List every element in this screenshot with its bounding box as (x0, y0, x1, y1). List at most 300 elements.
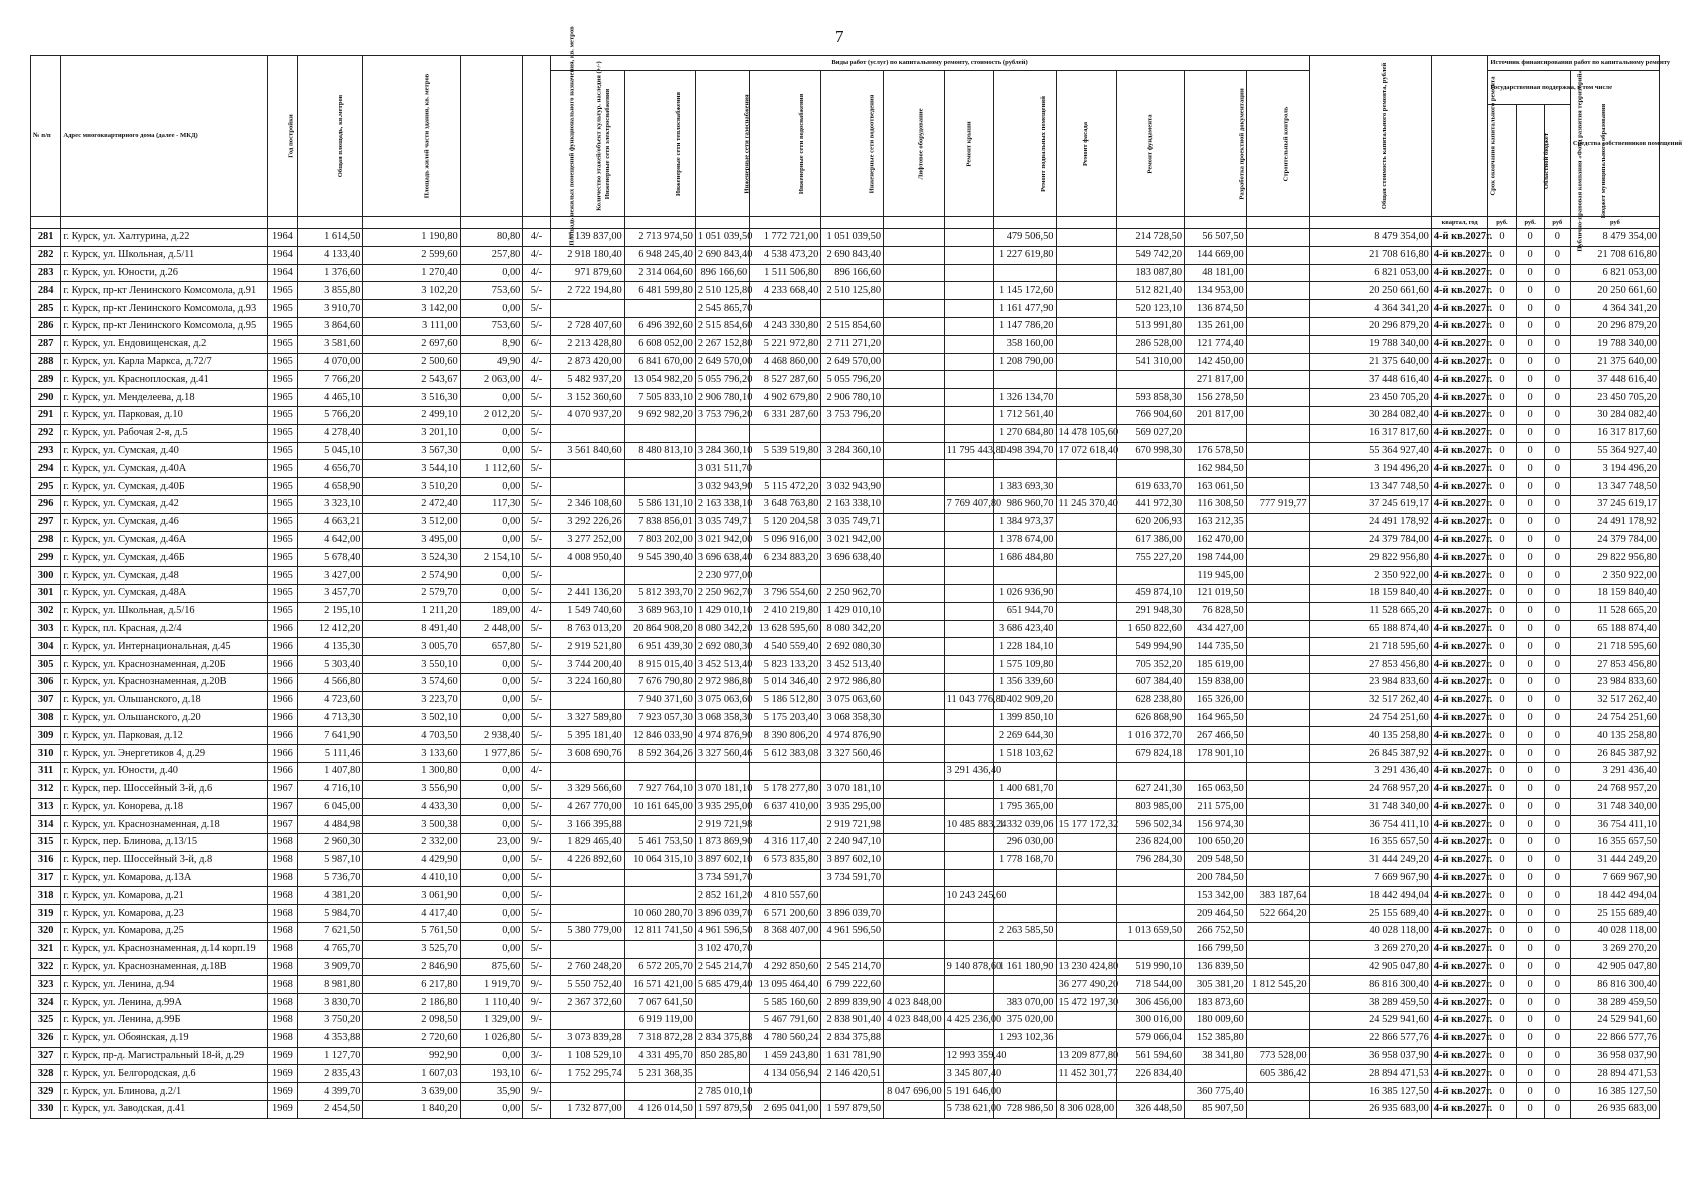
row-facade (1056, 602, 1117, 620)
row-total-area: 5 111,46 (297, 745, 363, 763)
row-roof: 10 243 245,60 (944, 887, 993, 905)
row-water: 4 134 056,94 (750, 1065, 821, 1083)
row-address: г. Курск, ул. Халтурина, д.22 (61, 229, 268, 247)
row-facade: 11 245 370,40 (1056, 495, 1117, 513)
row-lift (884, 869, 945, 887)
row-total-area: 7 621,50 (297, 923, 363, 941)
row-municipal: 0 (1544, 709, 1570, 727)
row-gas: 2 692 080,30 (695, 638, 749, 656)
row-roof (944, 834, 993, 852)
row-number: 311 (31, 762, 61, 780)
row-period: 4-й кв.2027г. (1431, 709, 1487, 727)
row-total-area: 2 835,43 (297, 1065, 363, 1083)
row-total-cost: 11 528 665,20 (1309, 602, 1431, 620)
row-facade: 36 277 490,20 (1056, 976, 1117, 994)
row-fund: 0 (1488, 317, 1516, 335)
row-foundation: 214 728,50 (1117, 229, 1185, 247)
row-basement (993, 371, 1056, 389)
col-total-cost-header: Общая стоимость капитального ремонта, рублей (1309, 56, 1431, 217)
table-row (31, 1065, 1660, 1083)
row-water: 4 810 557,60 (750, 887, 821, 905)
row-municipal: 0 (1544, 602, 1570, 620)
row-period: 4-й кв.2027г. (1431, 282, 1487, 300)
row-sewer: 2 711 271,20 (821, 335, 884, 353)
row-total-cost: 16 385 127,50 (1309, 1083, 1431, 1101)
row-fund: 0 (1488, 584, 1516, 602)
row-number: 321 (31, 940, 61, 958)
row-facade (1056, 406, 1117, 424)
row-basement (993, 460, 1056, 478)
row-lift (884, 620, 945, 638)
row-year: 1965 (268, 460, 297, 478)
row-facade (1056, 531, 1117, 549)
table-row (31, 762, 1660, 780)
row-basement: 1 383 693,30 (993, 478, 1056, 496)
row-gas: 4 961 596,50 (695, 923, 749, 941)
row-address: г. Курск, ул. Сумская, д.40 (61, 442, 268, 460)
row-water: 13 095 464,40 (750, 976, 821, 994)
row-number: 307 (31, 691, 61, 709)
row-period: 4-й кв.2027г. (1431, 406, 1487, 424)
row-municipal: 0 (1544, 780, 1570, 798)
row-owners: 3 194 496,20 (1570, 460, 1659, 478)
row-fund: 0 (1488, 389, 1516, 407)
row-number: 299 (31, 549, 61, 567)
row-number: 288 (31, 353, 61, 371)
row-functional-area: 1 919,70 (460, 976, 523, 994)
row-roof (944, 1029, 993, 1047)
row-electric (550, 940, 624, 958)
row-foundation: 1 016 372,70 (1117, 727, 1185, 745)
row-foundation: 796 284,30 (1117, 851, 1185, 869)
row-foundation (1117, 905, 1185, 923)
row-floors: 6/- (523, 1065, 550, 1083)
row-owners: 13 347 748,50 (1570, 478, 1659, 496)
row-heat: 6 919 119,00 (624, 1012, 695, 1030)
row-facade: 17 072 618,40 (1056, 442, 1117, 460)
col-functional-area-header: Площадь нежилых помещений функционального назначения, кв. метров (460, 56, 523, 217)
row-facade (1056, 282, 1117, 300)
row-design: 271 817,00 (1185, 371, 1247, 389)
row-total-area: 3 581,60 (297, 335, 363, 353)
row-total-area: 3 457,70 (297, 584, 363, 602)
row-electric (550, 1012, 624, 1030)
row-design: 156 278,50 (1185, 389, 1247, 407)
row-gas: 1 051 039,50 (695, 229, 749, 247)
row-period: 4-й кв.2027г. (1431, 531, 1487, 549)
row-gas (695, 424, 749, 442)
row-sewer: 2 899 839,90 (821, 994, 884, 1012)
row-basement: 1 712 561,40 (993, 406, 1056, 424)
row-period: 4-й кв.2027г. (1431, 673, 1487, 691)
row-control (1246, 264, 1309, 282)
row-address: г. Курск, ул. Сумская, д.46А (61, 531, 268, 549)
row-period: 4-й кв.2027г. (1431, 1083, 1487, 1101)
row-heat: 6 572 205,70 (624, 958, 695, 976)
row-roof (944, 976, 993, 994)
row-heat: 7 838 856,01 (624, 513, 695, 531)
row-number: 304 (31, 638, 61, 656)
row-design: 116 308,50 (1185, 495, 1247, 513)
row-number: 301 (31, 584, 61, 602)
row-number: 302 (31, 602, 61, 620)
row-municipal: 0 (1544, 584, 1570, 602)
row-fund: 0 (1488, 406, 1516, 424)
row-owners: 19 788 340,00 (1570, 335, 1659, 353)
row-owners: 6 821 053,00 (1570, 264, 1659, 282)
row-period: 4-й кв.2027г. (1431, 638, 1487, 656)
row-number: 300 (31, 567, 61, 585)
row-water: 5 585 160,60 (750, 994, 821, 1012)
row-year: 1966 (268, 745, 297, 763)
row-basement (993, 264, 1056, 282)
row-municipal: 0 (1544, 389, 1570, 407)
row-sewer (821, 300, 884, 318)
row-lift (884, 851, 945, 869)
row-address: г. Курск, ул. Ольшанского, д.20 (61, 709, 268, 727)
row-number: 325 (31, 1012, 61, 1030)
row-basement: 1 402 909,20 (993, 691, 1056, 709)
row-living-area: 3 502,10 (363, 709, 460, 727)
row-floors: 5/- (523, 780, 550, 798)
table-row (31, 1029, 1660, 1047)
row-basement (993, 869, 1056, 887)
row-control (1246, 762, 1309, 780)
row-functional-area: 0,00 (460, 513, 523, 531)
row-floors: 5/- (523, 495, 550, 513)
row-functional-area: 0,00 (460, 673, 523, 691)
row-year: 1966 (268, 620, 297, 638)
row-fund: 0 (1488, 620, 1516, 638)
page-number: 7 (835, 27, 844, 46)
row-year: 1966 (268, 727, 297, 745)
row-control (1246, 300, 1309, 318)
row-total-cost: 40 028 118,00 (1309, 923, 1431, 941)
row-water: 1 459 243,80 (750, 1047, 821, 1065)
row-municipal: 0 (1544, 834, 1570, 852)
row-facade (1056, 834, 1117, 852)
row-address: г. Курск, ул. Краснознаменная, д.18В (61, 958, 268, 976)
row-roof (944, 584, 993, 602)
row-sewer: 3 734 591,70 (821, 869, 884, 887)
row-control (1246, 478, 1309, 496)
row-number: 296 (31, 495, 61, 513)
row-basement: 1 686 484,80 (993, 549, 1056, 567)
row-address: г. Курск, ул. Сумская, д.46Б (61, 549, 268, 567)
row-living-area: 3 525,70 (363, 940, 460, 958)
row-address: г. Курск, ул. Школьная, д.5/16 (61, 602, 268, 620)
row-functional-area: 0,00 (460, 762, 523, 780)
row-lift (884, 905, 945, 923)
col-num-header: № п/п (31, 56, 61, 217)
row-lift (884, 816, 945, 834)
row-sewer: 3 696 638,40 (821, 549, 884, 567)
row-period: 4-й кв.2027г. (1431, 869, 1487, 887)
row-total-cost: 86 816 300,40 (1309, 976, 1431, 994)
row-facade: 13 230 424,80 (1056, 958, 1117, 976)
row-heat: 9 545 390,40 (624, 549, 695, 567)
row-facade: 15 472 197,30 (1056, 994, 1117, 1012)
row-electric (550, 567, 624, 585)
row-facade (1056, 923, 1117, 941)
row-total-area: 2 454,50 (297, 1101, 363, 1119)
row-water: 4 243 330,80 (750, 317, 821, 335)
row-control (1246, 584, 1309, 602)
row-number: 328 (31, 1065, 61, 1083)
row-heat: 5 812 393,70 (624, 584, 695, 602)
row-facade (1056, 638, 1117, 656)
row-design: 183 873,60 (1185, 994, 1247, 1012)
row-basement (993, 1083, 1056, 1101)
row-total-area: 4 765,70 (297, 940, 363, 958)
row-living-area: 3 500,38 (363, 816, 460, 834)
row-roof (944, 513, 993, 531)
row-owners: 16 385 127,50 (1570, 1083, 1659, 1101)
row-address: г. Курск, ул. Юности, д.26 (61, 264, 268, 282)
row-municipal: 0 (1544, 691, 1570, 709)
row-owners: 27 853 456,80 (1570, 656, 1659, 674)
row-living-area: 3 005,70 (363, 638, 460, 656)
row-owners: 24 754 251,60 (1570, 709, 1659, 727)
row-municipal: 0 (1544, 976, 1570, 994)
row-water: 6 234 883,20 (750, 549, 821, 567)
row-basement (993, 1065, 1056, 1083)
row-period: 4-й кв.2027г. (1431, 834, 1487, 852)
row-roof (944, 727, 993, 745)
row-number: 283 (31, 264, 61, 282)
row-total-area: 12 412,20 (297, 620, 363, 638)
table-row (31, 905, 1660, 923)
row-design: 136 874,50 (1185, 300, 1247, 318)
row-facade (1056, 940, 1117, 958)
row-owners: 11 528 665,20 (1570, 602, 1659, 620)
unit-rub: руб. (1516, 217, 1544, 229)
row-total-area: 3 323,10 (297, 495, 363, 513)
row-facade: 13 209 877,80 (1056, 1047, 1117, 1065)
row-floors: 5/- (523, 406, 550, 424)
row-gas: 2 972 986,80 (695, 673, 749, 691)
row-address: г. Курск, ул. Интернациональная, д.45 (61, 638, 268, 656)
row-heat: 10 060 280,70 (624, 905, 695, 923)
table-row (31, 602, 1660, 620)
row-number: 281 (31, 229, 61, 247)
row-living-area: 6 217,80 (363, 976, 460, 994)
col-gas-header: Инженерные сети газоснабжения (695, 71, 749, 217)
row-living-area: 1 300,80 (363, 762, 460, 780)
row-year: 1965 (268, 549, 297, 567)
row-lift (884, 798, 945, 816)
row-foundation: 607 384,40 (1117, 673, 1185, 691)
row-total-cost: 3 291 436,40 (1309, 762, 1431, 780)
row-sewer: 3 284 360,10 (821, 442, 884, 460)
row-foundation (1117, 869, 1185, 887)
row-facade (1056, 709, 1117, 727)
row-functional-area: 2 448,00 (460, 620, 523, 638)
row-lift (884, 495, 945, 513)
row-design: 48 181,00 (1185, 264, 1247, 282)
row-lift (884, 691, 945, 709)
row-roof (944, 620, 993, 638)
row-facade (1056, 798, 1117, 816)
row-lift (884, 638, 945, 656)
row-total-area: 5 303,40 (297, 656, 363, 674)
col-water-header: Инженерные сети водоснабжения (750, 71, 821, 217)
row-municipal: 0 (1544, 727, 1570, 745)
row-functional-area: 1 329,00 (460, 1012, 523, 1030)
row-design: 305 381,20 (1185, 976, 1247, 994)
row-functional-area: 753,60 (460, 317, 523, 335)
row-heat: 16 571 421,00 (624, 976, 695, 994)
row-municipal: 0 (1544, 406, 1570, 424)
row-total-area: 3 909,70 (297, 958, 363, 976)
row-heat (624, 762, 695, 780)
row-living-area: 1 211,20 (363, 602, 460, 620)
row-foundation (1117, 887, 1185, 905)
row-floors: 5/- (523, 620, 550, 638)
row-number: 329 (31, 1083, 61, 1101)
row-basement: 986 960,70 (993, 495, 1056, 513)
row-total-area: 3 864,60 (297, 317, 363, 335)
row-period: 4-й кв.2027г. (1431, 798, 1487, 816)
row-fund: 0 (1488, 1047, 1516, 1065)
row-electric: 5 482 937,20 (550, 371, 624, 389)
row-floors: 9/- (523, 976, 550, 994)
row-functional-area: 0,00 (460, 656, 523, 674)
row-regional: 0 (1516, 282, 1544, 300)
row-control (1246, 282, 1309, 300)
row-municipal: 0 (1544, 353, 1570, 371)
row-lift (884, 531, 945, 549)
row-functional-area: 0,00 (460, 478, 523, 496)
row-address: г. Курск, пл. Красная, д.2/4 (61, 620, 268, 638)
row-roof (944, 673, 993, 691)
row-design (1185, 1065, 1247, 1083)
row-sewer: 6 799 222,60 (821, 976, 884, 994)
row-facade (1056, 584, 1117, 602)
row-design: 163 212,35 (1185, 513, 1247, 531)
row-roof: 3 345 807,40 (944, 1065, 993, 1083)
row-total-area: 1 407,80 (297, 762, 363, 780)
row-roof (944, 353, 993, 371)
table-row (31, 940, 1660, 958)
row-period: 4-й кв.2027г. (1431, 300, 1487, 318)
row-functional-area: 0,00 (460, 905, 523, 923)
row-sewer: 1 597 879,50 (821, 1101, 884, 1119)
row-number: 310 (31, 745, 61, 763)
row-design: 144 735,50 (1185, 638, 1247, 656)
row-number: 316 (31, 851, 61, 869)
row-address: г. Курск, ул. Сумская, д.42 (61, 495, 268, 513)
row-regional: 0 (1516, 851, 1544, 869)
row-water: 6 331 287,60 (750, 406, 821, 424)
row-basement: 1 795 365,00 (993, 798, 1056, 816)
row-electric: 3 166 395,88 (550, 816, 624, 834)
row-design: 121 774,40 (1185, 335, 1247, 353)
row-owners: 55 364 927,40 (1570, 442, 1659, 460)
row-foundation: 619 633,70 (1117, 478, 1185, 496)
row-total-area: 8 981,80 (297, 976, 363, 994)
row-owners: 4 364 341,20 (1570, 300, 1659, 318)
row-functional-area: 1 026,80 (460, 1029, 523, 1047)
row-sewer: 2 545 214,70 (821, 958, 884, 976)
row-period: 4-й кв.2027г. (1431, 1047, 1487, 1065)
row-year: 1969 (268, 1101, 297, 1119)
row-basement: 1 356 339,60 (993, 673, 1056, 691)
col-year-header: Год постройки (268, 56, 297, 217)
row-floors: 5/- (523, 513, 550, 531)
row-sewer: 3 068 358,30 (821, 709, 884, 727)
col-municipal-header: Бюджет муниципального образования (1544, 105, 1570, 217)
row-gas: 850 285,80 (695, 1047, 749, 1065)
row-gas (695, 1012, 749, 1030)
row-fund: 0 (1488, 905, 1516, 923)
row-lift: 8 047 696,00 (884, 1083, 945, 1101)
row-municipal: 0 (1544, 282, 1570, 300)
row-fund: 0 (1488, 834, 1516, 852)
row-lift (884, 229, 945, 247)
row-address: г. Курск, пр-кт Ленинского Комсомола, д.93 (61, 300, 268, 318)
row-electric (550, 1083, 624, 1101)
row-number: 303 (31, 620, 61, 638)
row-lift (884, 424, 945, 442)
row-gas: 896 166,60 (695, 264, 749, 282)
row-number: 305 (31, 656, 61, 674)
row-heat: 12 811 741,50 (624, 923, 695, 941)
row-total-cost: 16 355 657,50 (1309, 834, 1431, 852)
row-roof: 10 485 883,24 (944, 816, 993, 834)
row-regional: 0 (1516, 638, 1544, 656)
row-control (1246, 1012, 1309, 1030)
row-year: 1965 (268, 335, 297, 353)
row-living-area: 2 697,60 (363, 335, 460, 353)
row-total-cost: 18 159 840,40 (1309, 584, 1431, 602)
row-owners: 40 135 258,80 (1570, 727, 1659, 745)
row-address: г. Курск, ул. Заводская, д.41 (61, 1101, 268, 1119)
row-number: 324 (31, 994, 61, 1012)
row-control (1246, 727, 1309, 745)
row-fund: 0 (1488, 442, 1516, 460)
row-heat (624, 460, 695, 478)
row-living-area: 3 111,00 (363, 317, 460, 335)
row-living-area: 3 516,30 (363, 389, 460, 407)
row-facade (1056, 549, 1117, 567)
row-fund: 0 (1488, 887, 1516, 905)
row-facade: 8 306 028,00 (1056, 1101, 1117, 1119)
row-total-cost: 3 194 496,20 (1309, 460, 1431, 478)
row-period: 4-й кв.2027г. (1431, 335, 1487, 353)
row-lift (884, 460, 945, 478)
table-row (31, 353, 1660, 371)
row-water: 3 796 554,60 (750, 584, 821, 602)
row-number: 314 (31, 816, 61, 834)
row-year: 1965 (268, 513, 297, 531)
row-regional: 0 (1516, 691, 1544, 709)
table-row (31, 495, 1660, 513)
row-municipal: 0 (1544, 798, 1570, 816)
row-sewer: 4 961 596,50 (821, 923, 884, 941)
row-total-cost: 4 364 341,20 (1309, 300, 1431, 318)
row-floors: 5/- (523, 745, 550, 763)
row-heat: 7 676 790,80 (624, 673, 695, 691)
row-water: 5 612 383,08 (750, 745, 821, 763)
row-roof: 4 425 236,00 (944, 1012, 993, 1030)
row-control (1246, 389, 1309, 407)
row-control: 522 664,20 (1246, 905, 1309, 923)
table-row (31, 389, 1660, 407)
row-foundation: 705 352,20 (1117, 656, 1185, 674)
row-design: 156 974,30 (1185, 816, 1247, 834)
row-living-area: 1 607,03 (363, 1065, 460, 1083)
